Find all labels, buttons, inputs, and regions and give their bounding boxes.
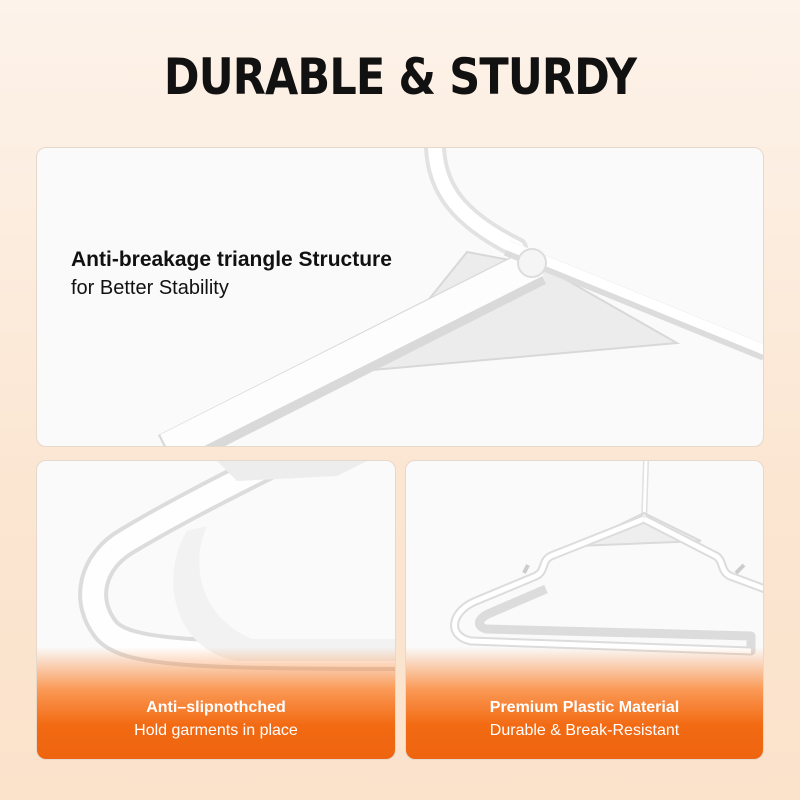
feature-panel-anti-slip: [36, 460, 396, 760]
page-title: DURABLE & STURDY: [163, 48, 637, 106]
feature-heading: Anti-breakage triangle Structure: [71, 248, 392, 271]
feature-panel-plastic-material: [405, 460, 764, 760]
feature-caption-band: [37, 647, 395, 759]
feature-subtext: Durable & Break-Resistant: [489, 722, 680, 739]
feature-caption-band: [406, 647, 763, 759]
feature-heading: Anti–slipnothched: [146, 699, 286, 716]
feature-heading: Premium Plastic Material: [489, 699, 680, 716]
feature-subtext: for Better Stability: [71, 277, 229, 299]
feature-panel-triangle-structure: [36, 147, 764, 447]
feature-subtext: Hold garments in place: [134, 722, 298, 739]
